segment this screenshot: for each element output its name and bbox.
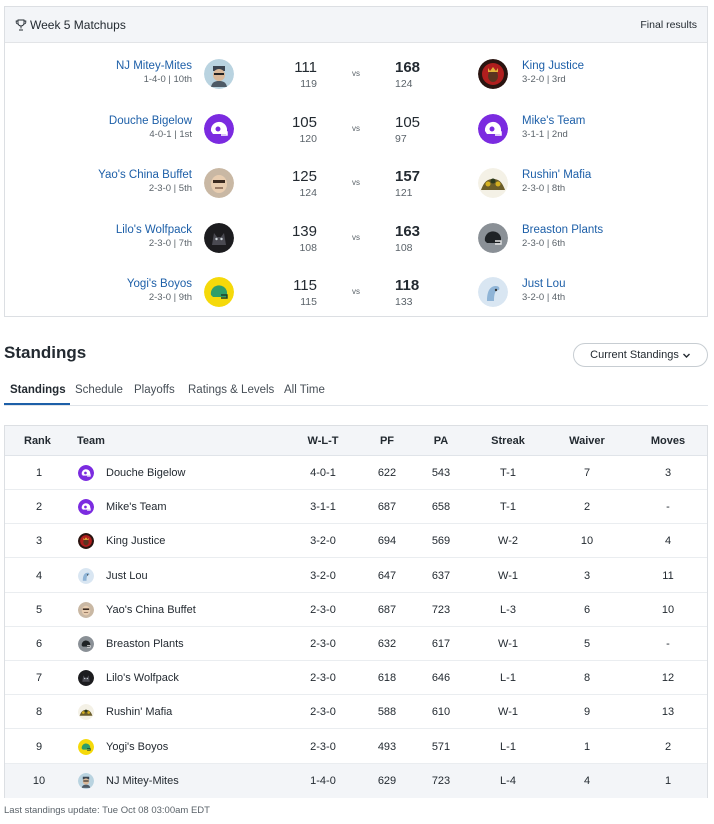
moves-cell: 12 <box>661 672 675 685</box>
vs-label: vs <box>352 287 360 296</box>
table-row[interactable] <box>5 490 707 524</box>
table-row[interactable] <box>5 661 707 695</box>
matchup-team-right-name[interactable]: Mike's Team <box>522 114 586 127</box>
matchup-team-right-record: 3-2-0 | 4th <box>522 292 566 303</box>
matchups-card <box>4 6 708 317</box>
team-name-link[interactable]: King Justice <box>106 535 166 548</box>
tab-standings[interactable]: Standings <box>10 384 66 396</box>
standings-tabs <box>4 377 708 406</box>
matchup-right-score: 157 <box>395 168 421 185</box>
helmet-green-avatar[interactable] <box>204 277 234 307</box>
team-name-link[interactable]: NJ Mitey-Mites <box>106 774 179 787</box>
waiver-cell: 1 <box>583 740 591 753</box>
mitey-mites-avatar[interactable] <box>204 59 234 89</box>
pf-cell: 629 <box>377 774 397 787</box>
matchup-right-score: 163 <box>395 222 421 240</box>
king-justice-avatar[interactable] <box>478 59 508 89</box>
matchup-left-score: 125 <box>291 168 317 185</box>
wlt-cell: 4-0-1 <box>310 467 336 479</box>
matchup-left-projected: 115 <box>300 296 317 308</box>
matchups-status: Final results <box>640 18 697 31</box>
rank-cell: 5 <box>35 603 43 616</box>
matchup-row[interactable] <box>5 213 707 267</box>
matchup-team-right-record: 3-2-0 | 3rd <box>522 74 566 85</box>
matchup-team-right-record: 2-3-0 | 8th <box>522 183 566 194</box>
pa-cell: 637 <box>431 569 451 582</box>
king-justice-avatar <box>78 533 94 549</box>
helmet-purple-avatar[interactable] <box>478 114 508 144</box>
col-streak: Streak <box>491 435 525 447</box>
matchup-team-right-name[interactable]: Rushin' Mafia <box>522 169 592 181</box>
pf-cell: 647 <box>377 569 397 582</box>
matchup-row[interactable] <box>5 49 707 103</box>
helmet-gray-avatar <box>78 636 94 652</box>
matchup-right-score: 168 <box>395 59 421 76</box>
streak-cell: L-4 <box>500 774 516 787</box>
standings-title: Standings <box>4 343 87 362</box>
vs-label: vs <box>352 178 360 187</box>
table-row[interactable] <box>5 730 707 764</box>
streak-cell: W-1 <box>498 638 518 650</box>
col-moves: Moves <box>650 435 686 447</box>
matchup-right-projected: 108 <box>395 241 413 254</box>
table-row[interactable] <box>5 559 707 593</box>
rank-cell: 3 <box>35 535 43 548</box>
matchup-left-score: 139 <box>291 222 317 240</box>
helmet-green-avatar <box>78 739 94 755</box>
wlt-cell: 1-4-0 <box>310 774 336 787</box>
matchup-right-projected: 124 <box>395 78 413 90</box>
waiver-cell: 5 <box>583 638 591 650</box>
rank-cell: 4 <box>35 569 43 582</box>
streak-cell: L-1 <box>500 740 516 753</box>
rank-cell: 1 <box>35 467 43 479</box>
streak-cell: W-2 <box>498 535 518 548</box>
matchup-team-left-record: 4-0-1 | 1st <box>149 128 192 140</box>
team-name-link[interactable]: Douche Bigelow <box>106 467 186 479</box>
matchup-team-left-record: 2-3-0 | 5th <box>148 183 192 194</box>
table-row[interactable] <box>5 695 707 729</box>
mitey-mites-avatar <box>78 773 94 789</box>
team-name-link[interactable]: Just Lou <box>106 569 148 582</box>
matchup-row[interactable] <box>5 104 707 158</box>
table-row[interactable] <box>5 764 707 798</box>
matchup-right-projected: 97 <box>395 132 407 145</box>
matchup-left-score: 115 <box>293 277 317 294</box>
matchup-right-projected: 121 <box>395 187 413 199</box>
matchup-team-left-name[interactable]: Yao's China Buffet <box>98 169 192 181</box>
just-lou-avatar <box>78 568 94 584</box>
pa-cell: 658 <box>431 501 451 514</box>
moves-cell: - <box>666 501 670 514</box>
rank-cell: 2 <box>35 501 43 514</box>
trophy-icon <box>15 19 27 31</box>
moves-cell: 2 <box>664 740 672 753</box>
matchup-team-right-record: 2-3-0 | 6th <box>522 237 566 249</box>
pa-cell: 723 <box>431 603 451 616</box>
pa-cell: 610 <box>431 706 451 719</box>
matchup-left-score: 111 <box>294 59 317 76</box>
moves-cell: 10 <box>661 603 675 616</box>
vs-label: vs <box>352 123 360 133</box>
pa-cell: 569 <box>431 535 451 548</box>
table-row[interactable] <box>5 627 707 661</box>
helmet-gray-avatar[interactable] <box>478 223 508 253</box>
moves-cell: 13 <box>661 706 675 719</box>
matchup-team-right-name[interactable]: King Justice <box>522 60 585 72</box>
matchup-team-right-name[interactable]: Just Lou <box>522 278 566 290</box>
wlt-cell: 2-3-0 <box>310 603 336 616</box>
matchup-team-left-name[interactable]: NJ Mitey-Mites <box>115 60 192 72</box>
yao-avatar[interactable] <box>204 168 234 198</box>
team-name-link[interactable]: Yogi's Boyos <box>106 740 169 753</box>
matchup-team-left-name[interactable]: Lilo's Wolfpack <box>115 223 192 236</box>
waiver-cell: 9 <box>583 706 591 719</box>
pf-cell: 493 <box>377 740 397 753</box>
yao-avatar <box>78 602 94 618</box>
streak-cell: T-1 <box>500 501 516 514</box>
wlt-cell: 3-2-0 <box>310 569 336 582</box>
waiver-cell: 7 <box>583 467 591 479</box>
table-row[interactable] <box>5 456 707 490</box>
col-wlt: W-L-T <box>307 435 339 447</box>
moves-cell: 11 <box>662 569 674 582</box>
matchup-left-projected: 124 <box>299 187 317 199</box>
tab-playoffs[interactable]: Playoffs <box>134 384 175 396</box>
streak-cell: T-1 <box>500 467 516 479</box>
standings-view-dropdown[interactable] <box>573 343 708 367</box>
wlt-cell: 2-3-0 <box>310 706 336 719</box>
matchup-left-score: 105 <box>291 113 317 131</box>
matchup-team-left-name[interactable]: Yogi's Boyos <box>126 278 192 290</box>
chevron-down-icon <box>682 351 691 360</box>
streak-cell: W-1 <box>498 706 518 719</box>
table-row[interactable] <box>5 593 707 627</box>
mafia-avatar <box>78 704 94 720</box>
col-team: Team <box>77 435 105 447</box>
matchup-right-projected: 133 <box>395 296 413 308</box>
moves-cell: - <box>666 638 670 650</box>
standings-view-label: Current Standings <box>590 349 679 361</box>
moves-cell: 4 <box>664 535 672 548</box>
team-name-link[interactable]: Mike's Team <box>106 501 167 514</box>
matchup-left-projected: 120 <box>299 132 317 145</box>
matchup-team-left-record: 1-4-0 | 10th <box>143 74 192 85</box>
wlt-cell: 3-1-1 <box>310 501 336 514</box>
col-pa: PA <box>433 435 449 447</box>
pf-cell: 687 <box>377 603 397 616</box>
mafia-avatar[interactable] <box>478 168 508 198</box>
col-pf: PF <box>379 435 395 447</box>
vs-label: vs <box>352 69 360 78</box>
matchup-left-projected: 108 <box>299 241 317 254</box>
matchup-team-right-record: 3-1-1 | 2nd <box>522 128 568 140</box>
pa-cell: 543 <box>431 467 451 479</box>
wolfpack-avatar[interactable] <box>204 223 234 253</box>
team-name-link[interactable]: Rushin' Mafia <box>106 706 173 719</box>
wlt-cell: 2-3-0 <box>310 740 336 753</box>
matchup-right-score: 105 <box>395 113 421 131</box>
matchup-right-score: 118 <box>395 277 420 294</box>
wolfpack-avatar <box>78 670 94 686</box>
pf-cell: 618 <box>377 672 397 685</box>
rank-cell: 7 <box>35 672 43 685</box>
col-waiver: Waiver <box>569 435 605 447</box>
moves-cell: 1 <box>664 774 672 787</box>
tab-schedule[interactable]: Schedule <box>75 384 123 396</box>
matchups-header <box>5 7 707 43</box>
pf-cell: 622 <box>377 467 397 479</box>
wlt-cell: 2-3-0 <box>310 672 336 685</box>
streak-cell: L-1 <box>500 672 516 685</box>
waiver-cell: 8 <box>583 672 591 685</box>
matchups-title: Week 5 Matchups <box>30 17 126 32</box>
helmet-purple-avatar[interactable] <box>204 114 234 144</box>
streak-cell: L-3 <box>500 603 516 616</box>
pf-cell: 687 <box>377 501 397 514</box>
table-row[interactable] <box>5 524 707 558</box>
pa-cell: 723 <box>431 774 451 787</box>
rank-cell: 8 <box>35 706 43 719</box>
streak-cell: W-1 <box>498 569 518 582</box>
rank-cell: 6 <box>35 638 43 650</box>
matchup-row[interactable] <box>5 267 707 321</box>
standings-footer: Last standings update: Tue Oct 08 03:00am EDT <box>4 805 210 816</box>
waiver-cell: 3 <box>583 569 591 582</box>
pa-cell: 646 <box>431 672 451 685</box>
col-rank: Rank <box>24 435 51 447</box>
matchup-team-left-record: 2-3-0 | 9th <box>148 292 192 303</box>
team-name-link[interactable]: Breaston Plants <box>106 638 184 650</box>
rank-cell: 10 <box>32 774 46 787</box>
matchup-team-right-name[interactable]: Breaston Plants <box>522 223 604 236</box>
matchup-team-left-record: 2-3-0 | 7th <box>148 237 192 249</box>
wlt-cell: 2-3-0 <box>310 638 336 650</box>
matchup-left-projected: 119 <box>300 78 317 90</box>
just-lou-avatar[interactable] <box>478 277 508 307</box>
waiver-cell: 6 <box>583 603 591 616</box>
waiver-cell: 4 <box>583 774 591 787</box>
waiver-cell: 10 <box>580 535 594 548</box>
tab-all-time[interactable]: All Time <box>284 384 325 396</box>
tab-ratings-levels[interactable]: Ratings & Levels <box>188 384 275 396</box>
pa-cell: 617 <box>431 638 451 650</box>
waiver-cell: 2 <box>583 501 591 514</box>
team-name-link[interactable]: Lilo's Wolfpack <box>106 672 179 685</box>
pa-cell: 571 <box>431 740 451 753</box>
helmet-purple-avatar <box>78 499 94 515</box>
table-header <box>5 426 707 456</box>
standings-table <box>4 425 708 798</box>
pf-cell: 588 <box>377 706 397 719</box>
pf-cell: 632 <box>377 638 397 650</box>
moves-cell: 3 <box>664 467 672 479</box>
pf-cell: 694 <box>377 535 397 548</box>
matchup-team-left-name[interactable]: Douche Bigelow <box>108 114 192 127</box>
matchup-row[interactable] <box>5 158 707 212</box>
team-name-link[interactable]: Yao's China Buffet <box>106 603 196 616</box>
wlt-cell: 3-2-0 <box>310 535 336 548</box>
helmet-purple-avatar <box>78 465 94 481</box>
active-tab-underline <box>4 403 70 405</box>
vs-label: vs <box>352 232 360 242</box>
rank-cell: 9 <box>35 740 43 753</box>
